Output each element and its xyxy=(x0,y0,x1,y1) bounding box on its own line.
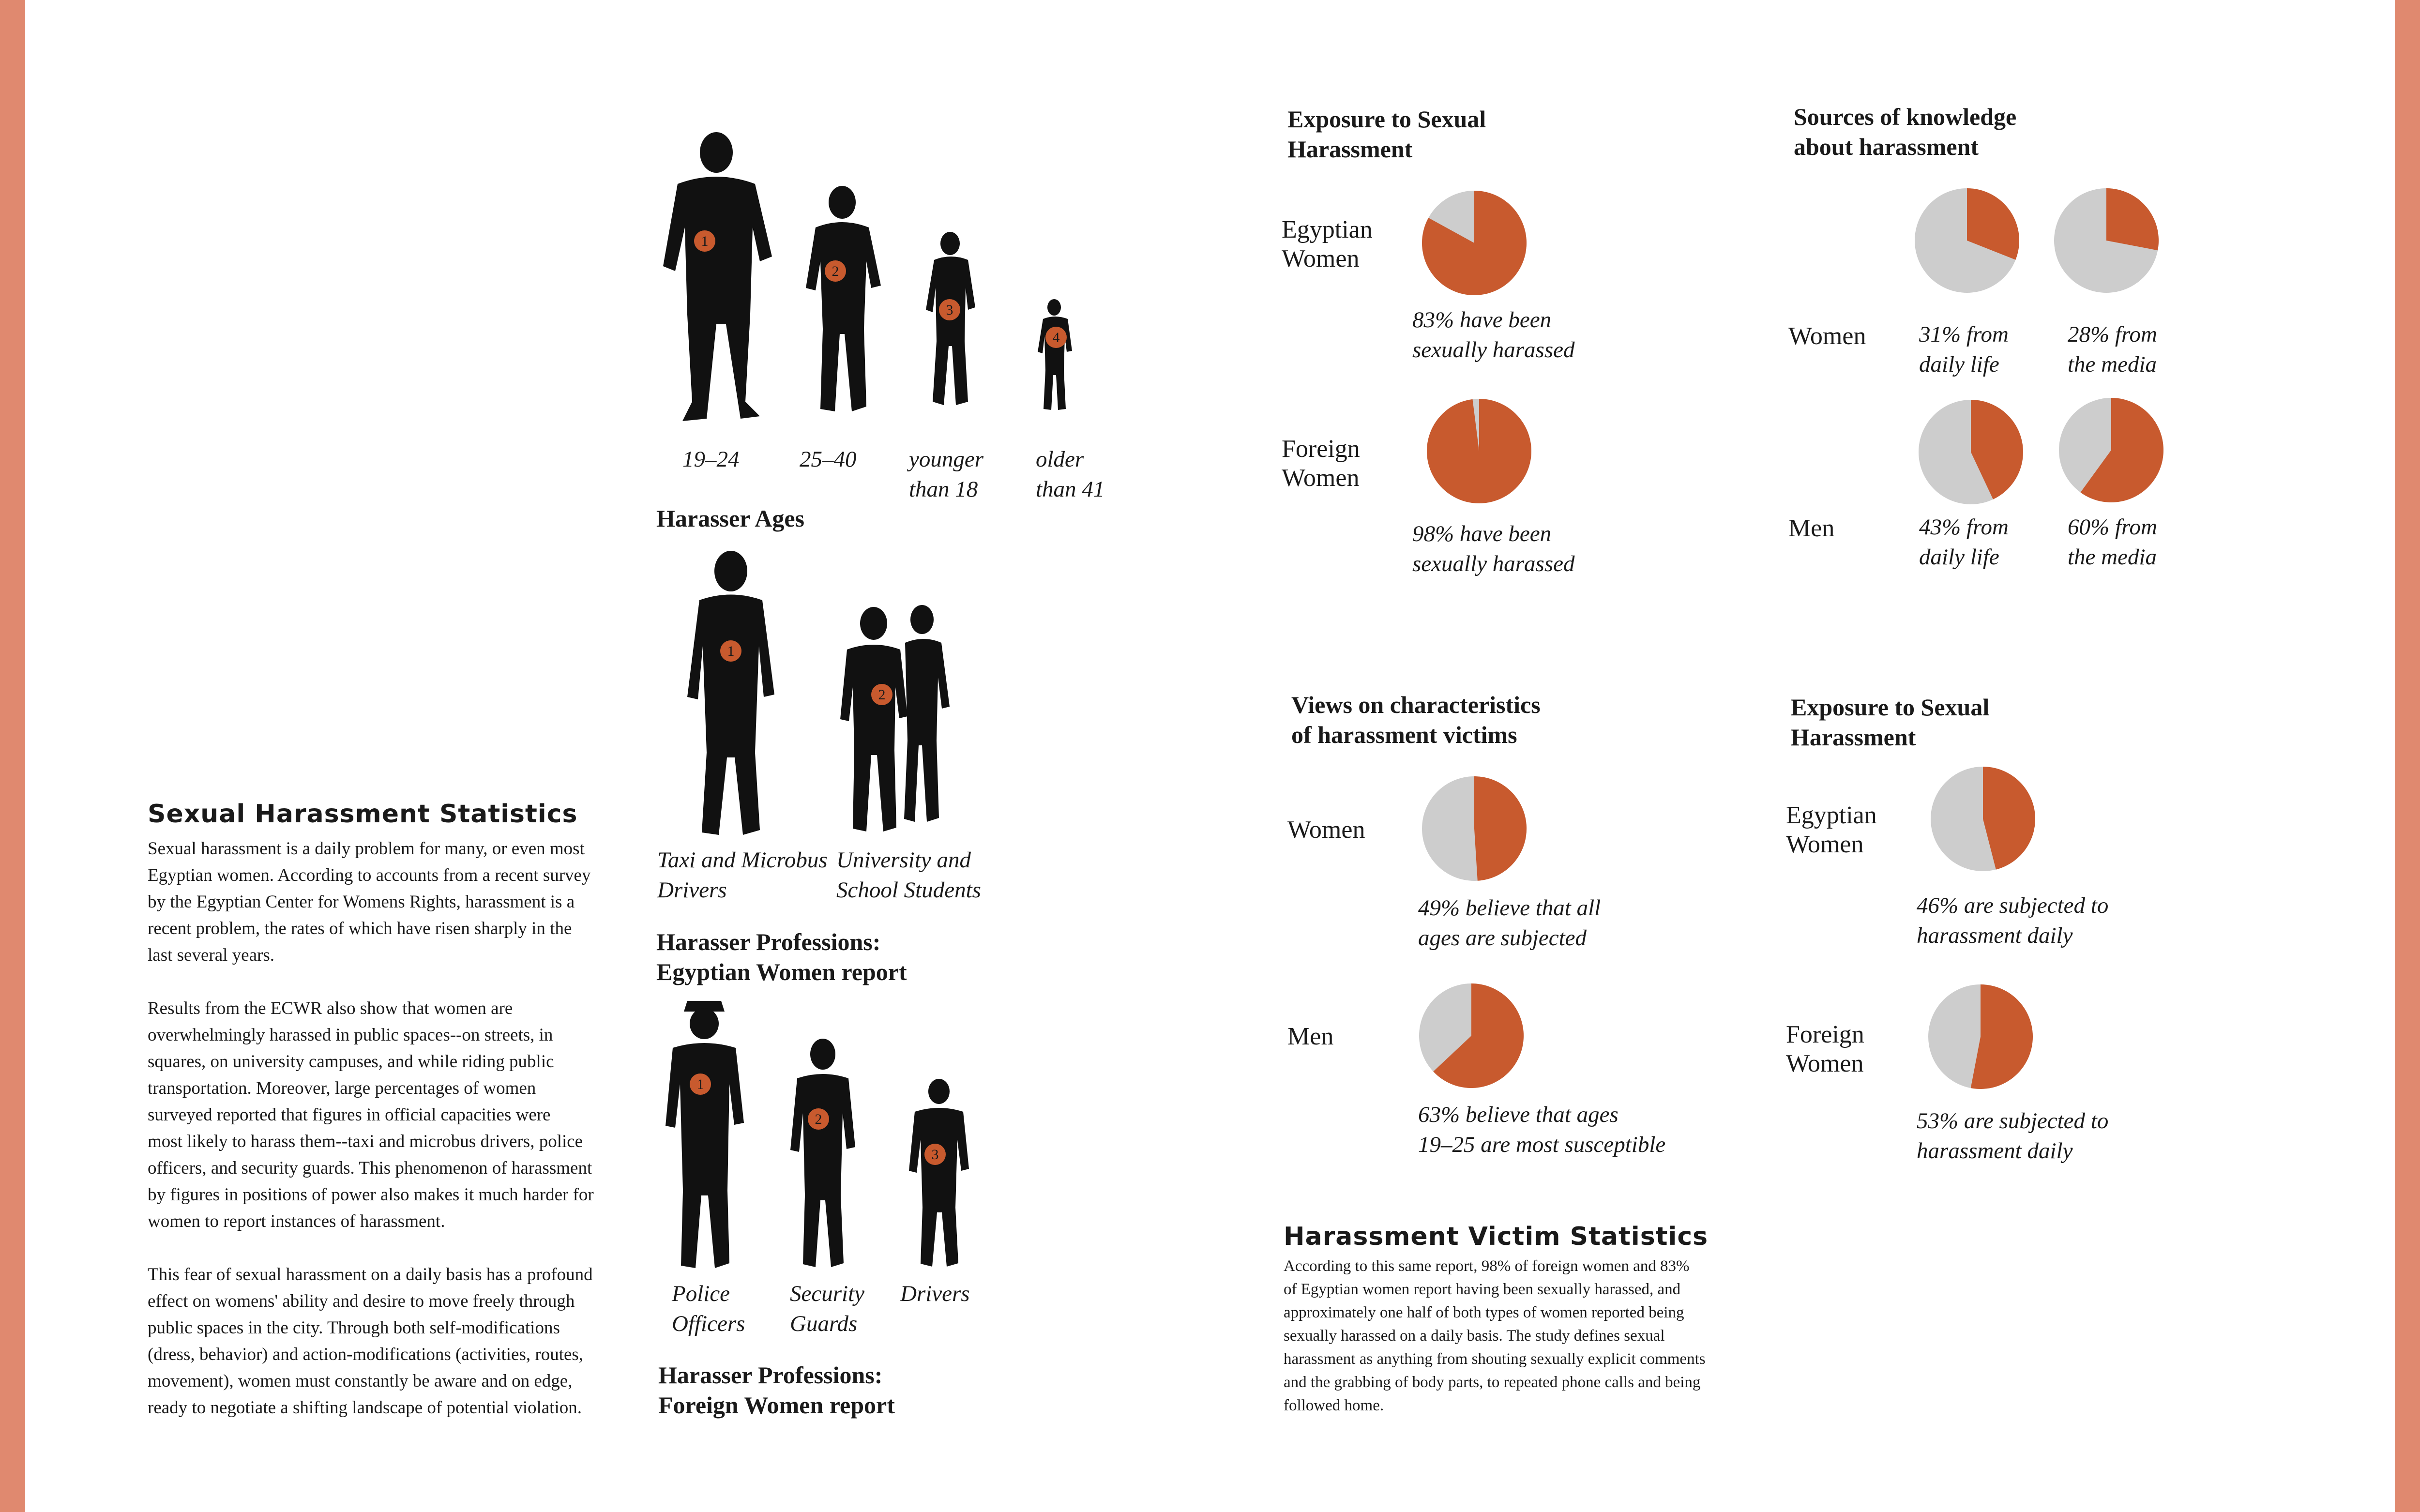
chart2-caption-men-daily-life: 43% from daily life xyxy=(1919,514,2009,570)
chart3-caption-men: 63% believe that ages 19–25 are most susceptible xyxy=(1418,1102,1666,1157)
prof-fo-rank-3: 3 xyxy=(931,1147,939,1163)
prof-eg-rank-2: 2 xyxy=(878,687,886,703)
silhouette-prof-fo-1 xyxy=(661,997,748,1273)
prof-eg-rank-1: 1 xyxy=(727,643,735,659)
silhouette-prof-fo-2 xyxy=(786,1036,859,1270)
age-label-2: 25–40 xyxy=(800,447,857,472)
age-rank-1: 1 xyxy=(701,233,709,249)
intro-body: Sexual harassment is a daily problem for many, or even most Egyptian women. According to accounts from a recent survey by the Egyptian Center for Womens Rights, harassment is a recent problem, the rates of which have risen sharply in the last several years. Results from the ECWR also show that women are overwhelmingly harassed in public spaces--on streets, in squares, on university campuses, and while riding public transportation. Moreover, large percentages of women surveyed reported that figures in official capacities were most likely to harass them--taxi and microbus drivers, police officers, and security guards. This phenomenon of harassment by figures in positions of power also makes it much harder for women to report instances of harassment. This fear of sexual harassment on a daily basis has a profound effect on womens' ability and desire to move freely through public spaces in the city. Through both self-modifications (dress, behavior) and action-modifications (activities, routes, movement), women must constantly be aware and on edge, ready to negotiate a shifting landscape of potential violation. xyxy=(148,839,594,1418)
prof-eg-label-2: University and School Students xyxy=(836,847,981,903)
prof-fo-rank-2: 2 xyxy=(815,1111,822,1127)
age-label-1: 19–24 xyxy=(682,447,740,472)
chart4-title: Exposure to Sexual Harassment xyxy=(1791,694,1990,751)
chart3-row-label-women: Women xyxy=(1287,816,1365,844)
chart3-title: Views on characteristics of harassment victims xyxy=(1291,691,1541,748)
prof-fo-label-1: Police Officers xyxy=(672,1281,745,1336)
pie-slice-value xyxy=(2106,188,2159,250)
chart4-pie-foreign xyxy=(1926,983,2035,1091)
chart2-pie-women-media xyxy=(2052,186,2161,295)
person-silhouette-icon xyxy=(1038,299,1072,410)
silhouette-prof-eg-1 xyxy=(682,549,779,837)
age-rank-3: 3 xyxy=(946,302,953,318)
chart1-pie-foreign xyxy=(1425,397,1533,505)
person-silhouette-icon xyxy=(663,132,772,421)
chart4-caption-egyptian: 46% are subjected to harassment daily xyxy=(1917,893,2109,948)
prof-fo-label-2: Security Guards xyxy=(790,1281,864,1336)
person-silhouette-icon xyxy=(840,605,950,832)
prof-fo-label-3: Drivers xyxy=(900,1281,970,1306)
person-silhouette-icon xyxy=(806,186,881,411)
left-edge-band xyxy=(0,0,25,1512)
prof-eg-label-1: Taxi and Microbus Drivers xyxy=(657,847,828,903)
chart1-title: Exposure to Sexual Harassment xyxy=(1287,106,1486,163)
age-rank-4: 4 xyxy=(1052,330,1060,346)
chart2-caption-women-media: 28% from the media xyxy=(2068,322,2157,377)
chart2-pie-men-daily-life xyxy=(1917,398,2025,506)
age-label-3: younger than 18 xyxy=(909,447,984,502)
victim-title: Harassment Victim Statistics xyxy=(1284,1222,1709,1251)
silhouette-prof-fo-3 xyxy=(905,1077,973,1270)
person-silhouette-icon xyxy=(909,1079,969,1267)
right-edge-band xyxy=(2395,0,2420,1512)
prof-eg-title: Harasser Professions: Egyptian Women report xyxy=(656,928,907,985)
chart2-caption-women-daily-life: 31% from daily life xyxy=(1919,322,2009,377)
silhouette-age-3 xyxy=(922,230,980,414)
chart3-pie-women xyxy=(1420,774,1528,883)
age-rank-2: 2 xyxy=(832,263,839,279)
silhouette-age-1 xyxy=(644,131,789,426)
person-silhouette-icon xyxy=(790,1039,855,1267)
age-label-4: older than 41 xyxy=(1036,447,1105,502)
prof-fo-rank-1: 1 xyxy=(696,1076,704,1092)
silhouette-age-2 xyxy=(794,184,891,416)
chart2-pie-women-daily-life xyxy=(1913,186,2021,295)
chart1-row-label-foreign: Foreign Women xyxy=(1282,435,1360,492)
chart2-caption-men-media: 60% from the media xyxy=(2068,514,2157,570)
person-silhouette-icon xyxy=(666,1001,744,1268)
chart1-caption-foreign: 98% have been sexually harassed xyxy=(1412,521,1575,576)
chart2-title: Sources of knowledge about harassment xyxy=(1794,103,2017,160)
chart2-pie-men-media xyxy=(2057,396,2165,504)
victim-body: According to this same report, 98% of foreign women and 83% of Egyptian women report having been sexually harassed, and approximately one half of both types of women reported being sexually harassed on a daily basis. The study defines sexual harassment as anything from shouting sexually explicit comments and the grabbing of body parts, to repeated phone calls and being followed home. xyxy=(1284,1257,1706,1414)
chart2-row-label-women: Women xyxy=(1788,322,1866,350)
person-silhouette-icon xyxy=(687,551,774,835)
intro-title: Sexual Harassment Statistics xyxy=(148,800,578,829)
chart1-row-label-egyptian: Egyptian Women xyxy=(1282,216,1373,272)
ages-title: Harasser Ages xyxy=(656,505,804,532)
chart4-row-label-egyptian: Egyptian Women xyxy=(1786,801,1877,858)
chart1-caption-egyptian: 83% have been sexually harassed xyxy=(1412,307,1575,363)
chart3-caption-women: 49% believe that all ages are subjected xyxy=(1418,895,1601,951)
pie-slice-value xyxy=(1474,776,1527,881)
chart1-pie-egyptian xyxy=(1420,189,1528,297)
chart2-row-label-men: Men xyxy=(1788,514,1835,542)
silhouette-prof-eg-2 xyxy=(837,605,953,835)
chart4-row-label-foreign: Foreign Women xyxy=(1786,1021,1864,1077)
chart3-row-label-men: Men xyxy=(1287,1023,1334,1050)
chart4-pie-egyptian xyxy=(1929,765,2037,873)
prof-fo-title: Harasser Professions: Foreign Women report xyxy=(658,1361,895,1419)
chart3-pie-men xyxy=(1417,982,1526,1090)
silhouette-age-4 xyxy=(1036,298,1074,414)
chart4-caption-foreign: 53% are subjected to harassment daily xyxy=(1917,1108,2109,1164)
